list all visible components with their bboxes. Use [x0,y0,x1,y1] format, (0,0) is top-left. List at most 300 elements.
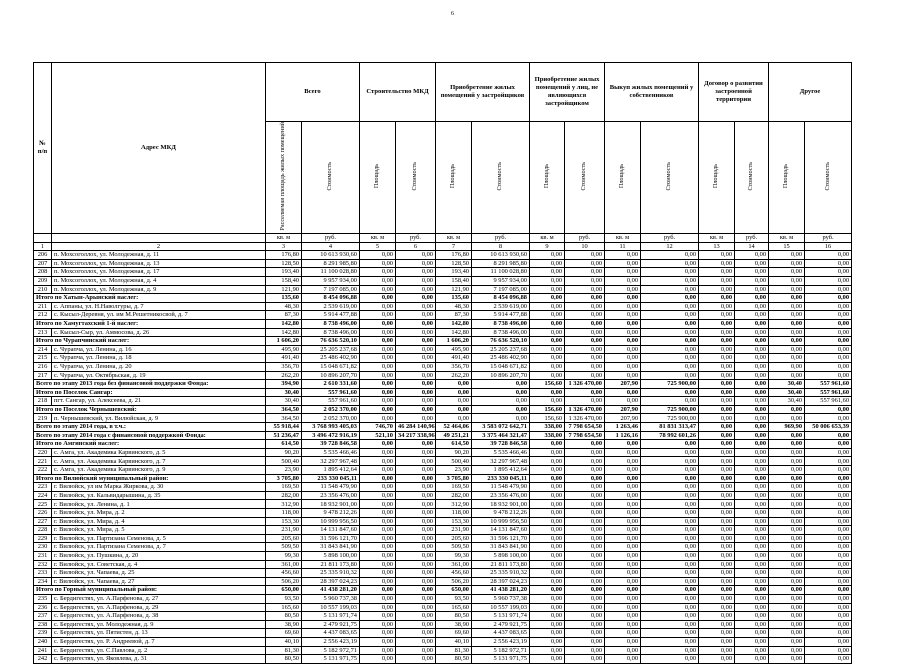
cost-cell: 0,00 [565,311,605,320]
row-number: 230 [34,543,52,552]
area-cell: 169,50 [266,483,302,492]
cost-cell: 0,00 [565,457,605,466]
area-cell: 650,00 [436,586,472,595]
cost-cell: 0,00 [565,569,605,578]
row-number: 242 [34,655,52,664]
cost-cell: 0,00 [396,345,436,354]
area-cell: 0,00 [360,491,396,500]
cost-cell: 78 992 601,26 [641,431,699,440]
units-cell: руб. [565,234,605,243]
cost-cell: 0,00 [735,534,769,543]
cost-cell: 0,00 [396,457,436,466]
area-cell: 0,00 [699,328,735,337]
area-cell: 0,00 [360,594,396,603]
cost-cell: 0,00 [735,474,769,483]
area-cell: 0,00 [605,612,641,621]
area-cell: 0,00 [360,629,396,638]
subtotal-row [34,405,852,414]
cost-cell: 0,00 [641,466,699,475]
area-cell: 0,00 [699,345,735,354]
area-cell: 0,00 [360,397,396,406]
subtotal-label: Итого по Горный муниципальный район: [34,586,266,595]
cost-cell: 0,00 [396,285,436,294]
subtotal-label: Итого по Чурапчинский наслег: [34,337,266,346]
cost-cell: 0,00 [805,483,852,492]
area-cell: 0,00 [605,311,641,320]
cost-cell: 0,00 [641,388,699,397]
cost-cell: 0,00 [641,440,699,449]
cost-cell: 25 486 402,90 [302,354,360,363]
area-cell: 0,00 [699,466,735,475]
cost-cell: 0,00 [641,586,699,595]
area-cell: 176,80 [266,251,302,260]
cost-cell: 50 006 653,39 [805,423,852,432]
table-row [34,276,852,285]
cost-cell: 0,00 [805,285,852,294]
cost-cell: 0,00 [396,517,436,526]
cost-cell: 0,00 [396,560,436,569]
cost-cell: 0,00 [735,448,769,457]
cost-cell: 0,00 [565,259,605,268]
row-address: г. Вилюйск, ул. Кальвидарышина, д. 35 [52,491,266,500]
subtotal-row [34,319,852,328]
area-cell: 0,00 [530,517,565,526]
cost-cell: 0,00 [641,328,699,337]
area-cell: 0,00 [360,551,396,560]
area-cell: 0,00 [530,397,565,406]
cost-cell: 0,00 [565,285,605,294]
row-number: 240 [34,637,52,646]
area-cell: 0,00 [605,646,641,655]
area-cell: 0,00 [769,612,805,621]
cost-cell: 0,00 [735,440,769,449]
area-cell: 0,00 [605,362,641,371]
area-cell: 142,80 [266,319,302,328]
cost-cell: 0,00 [641,285,699,294]
cost-cell: 0,00 [735,466,769,475]
cost-cell: 5 898 100,00 [302,551,360,560]
row-number: 212 [34,311,52,320]
cost-cell: 0,00 [805,457,852,466]
cost-cell: 4 437 083,65 [302,629,360,638]
area-cell: 1 606,20 [266,337,302,346]
row-number: 213 [34,328,52,337]
cost-cell: 0,00 [735,483,769,492]
area-cell: 491,40 [436,354,472,363]
table-row [34,526,852,535]
cost-cell: 0,00 [735,500,769,509]
area-cell: 0,00 [530,388,565,397]
subtotal-label: Итого по Вилюйский муниципальный район: [34,474,266,483]
cost-cell: 0,00 [396,603,436,612]
area-cell: 0,00 [605,637,641,646]
area-cell: 99,30 [266,551,302,560]
table-row [34,466,852,475]
units-cell: руб. [396,234,436,243]
cost-cell: 0,00 [805,543,852,552]
header-group: Договор о развитии застроенной территории [699,63,769,122]
cost-cell: 557 961,60 [805,380,852,389]
area-cell: 0,00 [530,466,565,475]
units-cell: кв. м [530,234,565,243]
subtotal-label: Всего по этапу 2013 года без финансовой поддержки Фонда: [34,380,266,389]
cost-cell: 15 048 671,82 [302,362,360,371]
row-number: 208 [34,268,52,277]
cost-cell: 28 397 024,23 [302,577,360,586]
subtotal-row [34,294,852,303]
area-cell: 0,00 [769,603,805,612]
area-cell: 1 263,46 [605,423,641,432]
cost-cell: 0,00 [565,466,605,475]
area-cell: 176,80 [436,251,472,260]
table-row [34,629,852,638]
column-number: 8 [472,242,530,251]
cost-cell: 11 548 479,90 [302,483,360,492]
subtotal-label: Итого по Амгинский наслег: [34,440,266,449]
area-cell: 0,00 [699,276,735,285]
row-address: пгт. Сангар, ул. Алексеева, д. 21 [52,397,266,406]
area-cell: 0,00 [360,337,396,346]
area-cell: 361,00 [436,560,472,569]
header-row-groups [34,63,852,122]
cost-cell: 233 330 045,11 [302,474,360,483]
area-cell: 0,00 [360,560,396,569]
area-cell: 51 236,47 [266,431,302,440]
cost-cell: 0,00 [565,328,605,337]
cost-cell: 0,00 [396,251,436,260]
subheader-area: Площадь [605,122,641,234]
area-cell: 158,40 [266,276,302,285]
area-cell: 491,40 [266,354,302,363]
cost-cell: 0,00 [641,500,699,509]
area-cell: 165,60 [436,603,472,612]
header-group: Строительство МКД [360,63,436,122]
area-cell: 0,00 [605,620,641,629]
area-cell: 0,00 [605,466,641,475]
cost-cell: 21 811 173,80 [302,560,360,569]
cost-cell: 0,00 [396,629,436,638]
cost-cell: 0,00 [735,285,769,294]
row-number: 214 [34,345,52,354]
cost-cell: 0,00 [735,380,769,389]
cost-cell: 0,00 [735,612,769,621]
area-cell: 0,00 [360,655,396,664]
table-row [34,414,852,423]
area-cell: 0,00 [699,655,735,664]
units-cell: кв. м [360,234,396,243]
subtotal-row [34,440,852,449]
area-cell: 0,00 [769,414,805,423]
area-cell: 0,00 [769,328,805,337]
subheader-area: Площадь [530,122,565,234]
row-address: с. Чурапча, ул. Ленина, д. 20 [52,362,266,371]
column-number: 1 [34,242,52,251]
row-address: г. Вилюйск, ул. Чапаева, д. 27 [52,577,266,586]
column-number: 16 [805,242,852,251]
area-cell: 0,00 [605,500,641,509]
row-number: 217 [34,371,52,380]
area-cell: 614,50 [266,440,302,449]
row-number: 206 [34,251,52,260]
cost-cell: 0,00 [565,371,605,380]
cost-cell: 1 895 412,64 [302,466,360,475]
subtotal-label: Итого по Хатын-Арынский наслег: [34,294,266,303]
area-cell: 0,00 [769,294,805,303]
cost-cell: 0,00 [396,448,436,457]
area-cell: 0,00 [699,414,735,423]
area-cell: 0,00 [769,319,805,328]
cost-cell: 0,00 [735,457,769,466]
units-cell: руб. [641,234,699,243]
cost-cell: 0,00 [735,517,769,526]
row-number: 229 [34,534,52,543]
cost-cell: 0,00 [396,294,436,303]
table-row [34,612,852,621]
cost-cell: 0,00 [735,646,769,655]
cost-cell: 0,00 [565,483,605,492]
cost-cell: 0,00 [641,311,699,320]
cost-cell: 0,00 [641,337,699,346]
cost-cell: 0,00 [396,509,436,518]
area-cell: 0,00 [769,405,805,414]
cost-cell: 9 478 212,26 [472,509,530,518]
cost-cell: 0,00 [805,268,852,277]
row-address: с. Бердигестях, ул. А.Парфенова, д. 38 [52,612,266,621]
cost-cell: 0,00 [735,354,769,363]
area-cell: 0,00 [605,629,641,638]
cost-cell: 76 636 520,10 [302,337,360,346]
row-address: с. Аппаны, ул. Н.Наволгуры, д. 7 [52,302,266,311]
row-number: 238 [34,620,52,629]
table-row [34,302,852,311]
area-cell: 118,00 [266,509,302,518]
cost-cell: 5 131 971,75 [302,655,360,664]
area-cell: 0,00 [360,319,396,328]
units-cell: кв. м [699,234,735,243]
cost-cell: 2 479 921,75 [472,620,530,629]
cost-cell: 41 438 281,20 [472,586,530,595]
area-cell: 40,10 [266,637,302,646]
area-cell: 0,00 [699,483,735,492]
area-cell: 231,90 [436,526,472,535]
cost-cell: 0,00 [735,551,769,560]
cost-cell: 0,00 [641,543,699,552]
area-cell: 156,60 [530,414,565,423]
area-cell: 0,00 [769,629,805,638]
cost-cell: 2 610 331,60 [302,380,360,389]
cost-cell: 0,00 [565,551,605,560]
area-cell: 153,30 [436,517,472,526]
table-row [34,328,852,337]
table-row [34,500,852,509]
area-cell: 0,00 [699,500,735,509]
cost-cell: 0,00 [735,328,769,337]
area-cell: 153,30 [266,517,302,526]
cost-cell: 0,00 [396,474,436,483]
area-cell: 3 705,80 [436,474,472,483]
row-address: г. Вилюйск, ул. Партизана Семенова, д. 5 [52,534,266,543]
area-cell: 0,00 [769,560,805,569]
cost-cell: 8 454 096,88 [302,294,360,303]
area-cell: 0,00 [360,637,396,646]
cost-cell: 725 900,00 [641,405,699,414]
area-cell: 38,90 [266,620,302,629]
area-cell: 0,00 [360,285,396,294]
cost-cell: 0,00 [641,319,699,328]
area-cell: 0,00 [605,294,641,303]
area-cell: 0,00 [360,509,396,518]
cost-cell: 39 728 846,58 [472,440,530,449]
table-row [34,491,852,500]
cost-cell: 3 496 472 916,19 [302,431,360,440]
row-number: 210 [34,285,52,294]
area-cell: 500,40 [266,457,302,466]
cost-cell: 0,00 [641,474,699,483]
area-cell: 495,90 [436,345,472,354]
cost-cell: 0,00 [472,397,530,406]
table-row [34,517,852,526]
cost-cell: 0,00 [565,276,605,285]
cost-cell: 28 397 024,23 [472,577,530,586]
table-row [34,543,852,552]
area-cell: 0,00 [605,655,641,664]
area-cell: 0,00 [605,594,641,603]
area-cell: 521,10 [360,431,396,440]
area-cell: 0,00 [605,543,641,552]
area-cell: 49 251,21 [436,431,472,440]
area-cell: 0,00 [530,474,565,483]
subtotal-label: Итого по Хамугтахский 1-й наслег: [34,319,266,328]
area-cell: 0,00 [360,371,396,380]
area-cell: 262,20 [436,371,472,380]
cost-cell: 0,00 [735,560,769,569]
area-cell: 0,00 [769,276,805,285]
area-cell: 0,00 [360,534,396,543]
cost-cell: 0,00 [641,560,699,569]
cost-cell: 0,00 [565,560,605,569]
cost-cell: 0,00 [565,362,605,371]
cost-cell: 1 895 412,64 [472,466,530,475]
cost-cell: 0,00 [805,414,852,423]
cost-cell: 0,00 [735,655,769,664]
cost-cell: 0,00 [472,380,530,389]
header-group: Всего [266,63,360,122]
area-cell: 0,00 [530,371,565,380]
area-cell: 0,00 [769,448,805,457]
area-cell: 394,90 [266,380,302,389]
cost-cell: 0,00 [805,569,852,578]
area-cell: 38,90 [436,620,472,629]
cost-cell: 0,00 [641,646,699,655]
cost-cell: 0,00 [641,517,699,526]
area-cell: 207,90 [605,414,641,423]
area-cell: 0,00 [605,388,641,397]
subtotal-label: Всего по этапу 2014 года с финансовой поддержкой Фонда: [34,431,266,440]
cost-cell: 5 898 100,00 [472,551,530,560]
cost-cell: 0,00 [396,646,436,655]
area-cell: 0,00 [605,483,641,492]
subtotal-label: Итого по Поселок Сангар: [34,388,266,397]
cost-cell: 0,00 [396,637,436,646]
cost-cell: 0,00 [565,577,605,586]
area-cell: 0,00 [436,414,472,423]
cost-cell: 0,00 [472,414,530,423]
area-cell: 0,00 [530,534,565,543]
cost-cell: 0,00 [735,362,769,371]
area-cell: 0,00 [530,311,565,320]
cost-cell: 0,00 [735,629,769,638]
cost-cell: 0,00 [641,594,699,603]
row-number: 221 [34,457,52,466]
subtotal-label: Всего по этапу 2014 года, в т.ч.: [34,423,266,432]
area-cell: 0,00 [360,276,396,285]
cost-cell: 0,00 [565,397,605,406]
area-cell: 142,80 [436,319,472,328]
area-cell: 0,00 [605,337,641,346]
area-cell: 0,00 [699,440,735,449]
area-cell: 0,00 [699,388,735,397]
area-cell: 0,00 [605,509,641,518]
cost-cell: 7 197 085,00 [472,285,530,294]
cost-cell: 0,00 [735,259,769,268]
area-cell: 338,00 [530,431,565,440]
cost-cell: 0,00 [805,328,852,337]
cost-cell: 0,00 [396,328,436,337]
cost-cell: 0,00 [805,371,852,380]
cost-cell: 8 738 496,00 [472,328,530,337]
area-cell: 135,60 [266,294,302,303]
row-address: п. Мохсоголлох, ул. Молодежная, д. 17 [52,268,266,277]
cost-cell: 10 999 956,50 [472,517,530,526]
area-cell: 506,20 [436,577,472,586]
cost-cell: 0,00 [396,354,436,363]
area-cell: 0,00 [360,586,396,595]
subheader-cost: Стоимость [472,122,530,234]
cost-cell: 0,00 [735,337,769,346]
row-address: г. Вилюйск, ул. Чапаева, д. 25 [52,569,266,578]
cost-cell: 8 738 496,00 [302,328,360,337]
cost-cell: 25 486 402,90 [472,354,530,363]
cost-cell: 0,00 [805,448,852,457]
row-address: п. Мохсоголлох, ул. Молодежная, д. 4 [52,276,266,285]
area-cell: 0,00 [605,276,641,285]
cost-cell: 0,00 [641,397,699,406]
table-row [34,259,852,268]
area-cell: 0,00 [530,655,565,664]
cost-cell: 0,00 [735,251,769,260]
cost-cell: 8 291 985,80 [302,259,360,268]
area-cell: 0,00 [699,354,735,363]
cost-cell: 0,00 [396,551,436,560]
area-cell: 87,30 [436,311,472,320]
cost-cell: 0,00 [396,319,436,328]
cost-cell: 25 335 910,32 [472,569,530,578]
area-cell: 0,00 [699,251,735,260]
area-cell: 0,00 [699,405,735,414]
area-cell: 0,00 [530,509,565,518]
area-cell: 81,30 [266,646,302,655]
cost-cell: 39 728 846,58 [302,440,360,449]
area-cell: 0,00 [605,251,641,260]
area-cell: 0,00 [699,337,735,346]
area-cell: 0,00 [605,319,641,328]
cost-cell: 0,00 [396,500,436,509]
cost-cell: 0,00 [641,294,699,303]
row-address: с. Бердигестях, ул. Яковлева, д. 31 [52,655,266,664]
cost-cell: 0,00 [565,500,605,509]
header-group: Другое [769,63,852,122]
area-cell: 0,00 [360,543,396,552]
